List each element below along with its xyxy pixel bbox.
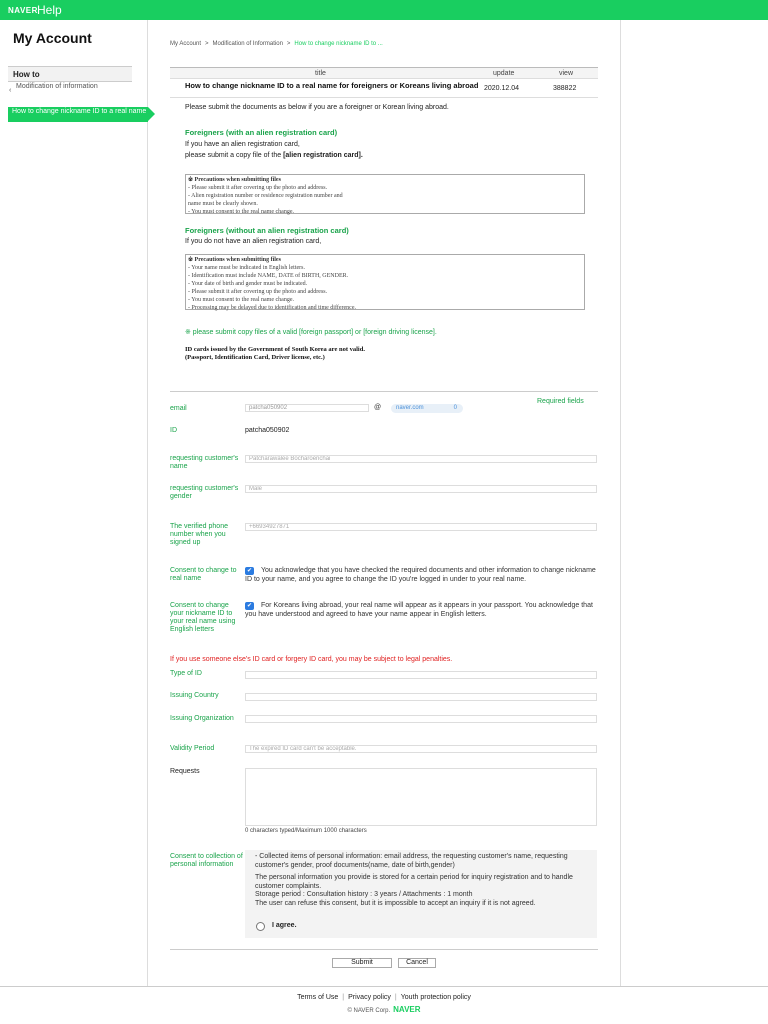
buttons-divider xyxy=(170,949,598,950)
copyright xyxy=(0,1005,768,1014)
legal-penalty-warning: If you use someone else's ID card or forgery ID card, you may be subject to legal penalties. xyxy=(170,656,453,663)
valid-documents-notice: ※ please submit copy files of a valid [foreign passport] or [foreign driving license]. xyxy=(185,329,437,336)
phone-field[interactable]: +66934927871 xyxy=(245,523,597,531)
article-row xyxy=(170,80,598,98)
precautions-title: ※ Precautions when submitting files xyxy=(188,177,281,183)
content-border-left xyxy=(147,20,148,986)
article-title: How to change nickname ID to a real name for foreigners or Koreans living abroad xyxy=(185,81,479,90)
type-of-id-field[interactable] xyxy=(245,671,597,679)
copyright-text: © NAVER Corp. xyxy=(347,1008,391,1014)
email-domain-count: 0 xyxy=(453,405,457,411)
email-field[interactable]: patcha050902 xyxy=(245,404,369,412)
article-table-header xyxy=(170,67,598,79)
issuing-country-label: Issuing Country xyxy=(170,692,219,699)
consent-english-checkbox[interactable]: ✔ xyxy=(246,603,253,609)
privacy-policy-link[interactable]: Privacy policy xyxy=(348,994,391,1001)
section-heading-with-card: Foreigners (with an alien registration card) xyxy=(185,128,338,137)
privacy-text: - Collected items of personal information: email address, the requesting customer's name, requesting customer's gender, proof documents(name, date of birth,gender) xyxy=(255,853,568,869)
invalid-id-examples: (Passport, Identification Card, Driver license, etc.) xyxy=(185,354,325,361)
article-date: 2020.12.04 xyxy=(484,85,520,92)
chevron-left-icon: ‹ xyxy=(9,87,12,94)
precaution-line: - You must consent to the real name change. xyxy=(188,209,294,215)
chevron-right-icon: > xyxy=(286,41,291,47)
precaution-line: - Please submit it after covering up the photo and address. xyxy=(188,185,328,191)
breadcrumb-item[interactable]: My Account xyxy=(170,41,202,47)
cancel-button[interactable]: Cancel xyxy=(398,958,436,968)
help-title[interactable]: Help xyxy=(37,3,62,17)
chevron-right-icon: > xyxy=(205,41,209,47)
consent-english-text: For Koreans living abroad, your real name will appear as it appears in your passport. You acknowledge that you have understood and agreed to have your name appear in English letters. xyxy=(245,602,593,618)
precaution-line: - Identification must include NAME, DATE of BIRTH, GENDER. xyxy=(188,273,349,279)
sidebar-section-how-to[interactable]: How to xyxy=(8,66,132,82)
issuing-organization-label: Issuing Organization xyxy=(170,715,234,722)
gender-label: requesting customer's gender xyxy=(170,485,239,500)
breadcrumb xyxy=(170,41,383,47)
validity-period-field[interactable]: The expired ID card can't be acceptable. xyxy=(245,745,597,753)
consent-real-name-text: You acknowledge that you have checked the required documents and other information to change nickname ID to your name, and you agree to change the ID you're logged in under to your real name. xyxy=(245,567,596,583)
privacy-notice-box xyxy=(245,850,597,938)
sidebar-item-modification[interactable] xyxy=(8,83,132,103)
required-fields-note: Required fields xyxy=(537,398,584,405)
top-bar xyxy=(0,0,768,20)
phone-label: The verified phone number when you signed up xyxy=(170,523,228,546)
sidebar-title: My Account xyxy=(13,30,92,46)
section-text-part: please submit a copy file of the xyxy=(185,152,284,159)
youth-protection-link[interactable]: Youth protection policy xyxy=(400,994,471,1001)
consent-english-label: Consent to change your nickname ID to your real name using English letters xyxy=(170,602,236,633)
gender-field[interactable]: Male xyxy=(245,485,597,493)
breadcrumb-item[interactable]: Modification of Information xyxy=(212,41,283,47)
intro-text: Please submit the documents as below if you are a foreigner or Korean living abroad. xyxy=(185,104,449,111)
precautions-title: ※ Precautions when submitting files xyxy=(188,257,281,263)
agree-radio[interactable] xyxy=(256,922,265,931)
column-title: title xyxy=(315,70,326,77)
submit-button[interactable]: Submit xyxy=(332,958,392,968)
column-update: update xyxy=(493,70,515,77)
sidebar-item-active[interactable]: How to change nickname ID to a real name xyxy=(8,107,148,122)
precaution-line: - You must consent to the real name change. xyxy=(188,297,294,303)
requests-label: Requests xyxy=(170,768,200,775)
section-text: If you do not have an alien registration card, xyxy=(185,238,322,245)
issuing-organization-field[interactable] xyxy=(245,715,597,723)
invalid-id-notice: ID cards issued by the Government of South Korea are not valid. xyxy=(185,346,365,353)
precautions-box xyxy=(185,174,585,214)
sidebar-item-label: Modification of information xyxy=(16,83,98,90)
privacy-text: The user can refuse this consent, but it is impossible to accept an inquiry if it is not agreed. xyxy=(255,899,536,907)
section-text xyxy=(185,152,363,159)
email-label: email xyxy=(170,405,187,412)
requests-textarea[interactable] xyxy=(245,768,597,826)
id-label: ID xyxy=(170,427,177,434)
precaution-line: name must be clearly shown. xyxy=(188,201,258,207)
precaution-line: - Alien registration number or residence registration number and xyxy=(188,193,343,199)
section-heading-without-card: Foreigners (without an alien registration card) xyxy=(185,226,349,235)
issuing-country-field[interactable] xyxy=(245,693,597,701)
column-view: view xyxy=(559,70,574,77)
footer-divider xyxy=(0,986,768,987)
character-count: 0 characters typed/Maximum 1000 characters xyxy=(245,828,367,834)
section-text: If you have an alien registration card, xyxy=(185,141,300,148)
name-label: requesting customer's name xyxy=(170,455,239,470)
breadcrumb-current: How to change nickname ID to ... xyxy=(294,41,383,47)
content-border-right xyxy=(620,20,621,986)
terms-link[interactable]: Terms of Use xyxy=(297,994,339,1001)
type-of-id-label: Type of ID xyxy=(170,670,202,677)
precautions-box xyxy=(185,254,585,310)
privacy-consent-label: Consent to collection of personal information xyxy=(170,853,243,868)
footer-separator: | xyxy=(394,994,397,1001)
precaution-line: - Your date of birth and gender must be indicated. xyxy=(188,281,308,287)
validity-period-label: Validity Period xyxy=(170,745,215,752)
footer-naver-logo[interactable]: NAVER xyxy=(393,1005,421,1014)
name-field[interactable]: Patcharawalee Bocharoenchai xyxy=(245,455,597,463)
agree-label[interactable]: I agree. xyxy=(272,922,297,929)
section-text-emphasis: [alien registration card]. xyxy=(283,152,363,159)
precaution-line: - Your name must be indicated in English letters. xyxy=(188,265,305,271)
consent-real-name-label: Consent to change to real name xyxy=(170,567,237,582)
privacy-text: The personal information you provide is stored for a certain period for inquiry registration and to handle customer complaints. xyxy=(255,874,573,890)
id-value: patcha050902 xyxy=(245,427,290,434)
email-domain-value: naver.com xyxy=(396,405,424,411)
article-views: 388822 xyxy=(553,85,577,92)
precaution-line: - Processing may be delayed due to identification and time difference. xyxy=(188,305,356,311)
privacy-text: Storage period : Consultation history : 3 years / Attachments : 1 month xyxy=(255,891,473,898)
naver-logo[interactable]: NAVER xyxy=(8,6,38,15)
at-sign: @ xyxy=(374,404,382,411)
footer-links xyxy=(0,994,768,1001)
precaution-line: - Please submit it after covering up the photo and address. xyxy=(188,289,328,295)
footer-separator: | xyxy=(342,994,345,1001)
email-domain-select[interactable] xyxy=(391,404,463,413)
consent-real-name-checkbox[interactable]: ✔ xyxy=(246,568,253,574)
form-divider xyxy=(170,391,598,392)
